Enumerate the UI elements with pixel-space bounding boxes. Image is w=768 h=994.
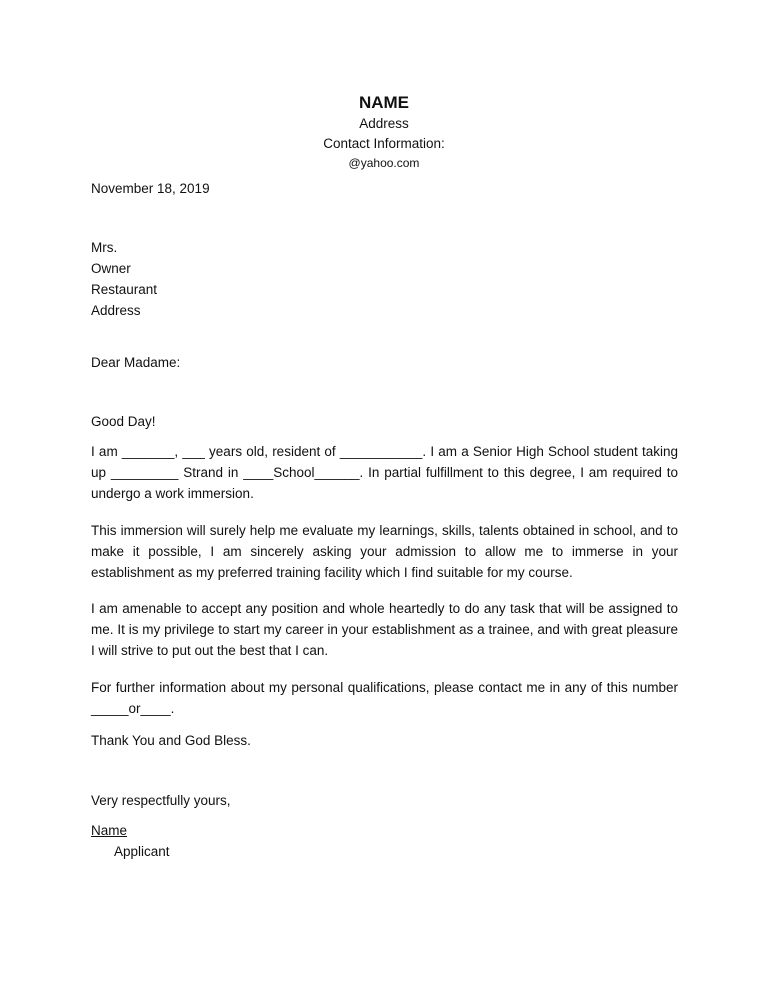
letter-date: November 18, 2019 [91,181,210,196]
recipient-address: Address [91,303,141,318]
paragraph-text: This immersion will surely help me evaluate my learnings, skills, talents obtained in school, and to make it possible, I am sincerely asking your admission to allow me to immerse in your establishment as my preferred training facility which I find suitable for my course. [91,523,678,580]
recipient-position: Owner [91,261,131,276]
body-paragraph-2 [91,520,678,583]
recipient-company: Restaurant [91,282,158,297]
paragraph-text: I am amenable to accept any position and whole heartedly to do any task that will be assigned to me. It is my privilege to start my career in your establishment as a trainee, and with great pleasure I will strive to put out the best that I can. [91,601,678,658]
greeting: Good Day! [91,414,156,429]
sender-contact-label: Contact Information: [323,136,445,151]
paragraph-text: For further information about my personal qualifications, please contact me in any of this number _____or____. [91,680,678,716]
body-paragraph-4 [91,677,678,719]
salutation: Dear Madame: [91,355,181,370]
recipient-title: Mrs. [91,240,118,255]
recipient-block [91,237,678,321]
sender-email: @yahoo.com [348,156,420,170]
paragraph-text: I am _______, ___ years old, resident of ___________. I am a Senior High School student taking up _________ Strand in ____School______. In partial fulfillment to this degree, I am required to undergo a work immersion. [91,444,678,501]
body-paragraph-1 [91,441,678,504]
signature-title: Applicant [114,844,170,859]
sender-name: NAME [358,93,410,112]
signature-name: Name [91,823,128,838]
letter-header [0,92,768,172]
body-paragraph-3 [91,598,678,661]
closing-line: Very respectfully yours, [91,793,231,808]
sender-address: Address [359,116,409,131]
thanks-line: Thank You and God Bless. [91,733,251,748]
